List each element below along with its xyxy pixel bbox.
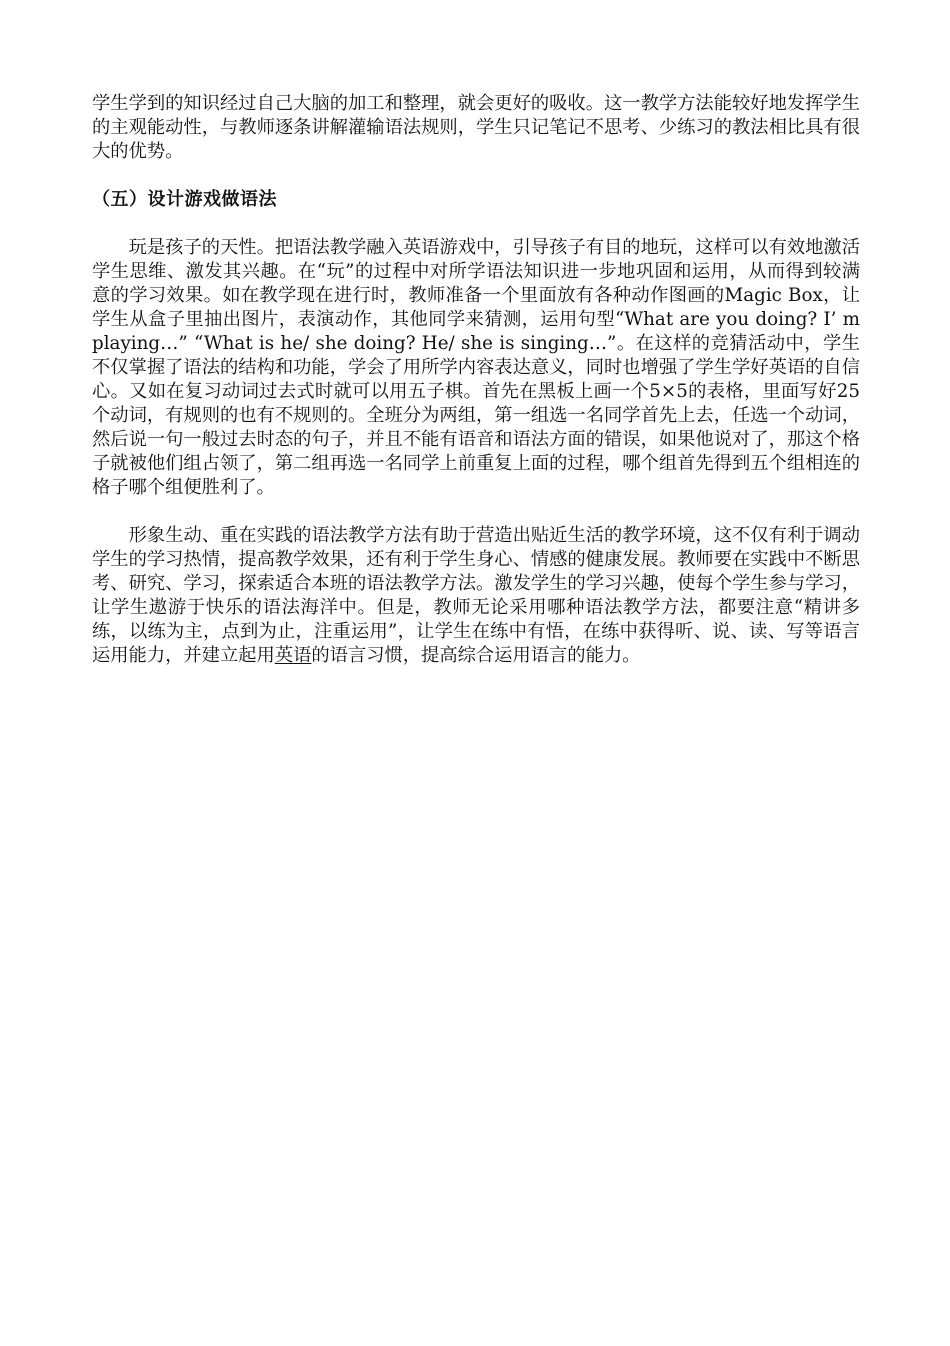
conclusion-text-before-link: 形象生动、重在实践的语法教学方法有助于营造出贴近生活的教学环境，这不仅有利于调动学生的学习热情，提高教学效果，还有利于学生身心、情感的健康发展。教师要在实践中不断思考、研究、学习，探索适合本班的语法教学方法。激发学生的学习兴趣，使每个学生参与学习，让学生遨游于快乐的语法海洋中。但是，教师无论采用哪种语法教学方法，都要注意“精讲多练，以练为主，点到为止，注重运用”，让学生在练中有悟，在练中获得听、说、读、写等语言运用能力，并建立起用: [92, 525, 860, 666]
spacer: [92, 212, 860, 236]
document-page: [92, 92, 860, 668]
english-link[interactable]: 英语: [274, 645, 312, 666]
spacer: [92, 164, 860, 188]
game-paragraph: 玩是孩子的天性。把语法教学融入英语游戏中，引导孩子有目的地玩，这样可以有效地激活学生思维、激发其兴趣。在“玩”的过程中对所学语法知识进一步地巩固和运用，从而得到较满意的学习效果。如在教学现在进行时，教师准备一个里面放有各种动作图画的Magic Box，让学生从盒子里抽出图片，表演动作，其他同学来猜测，运用句型“What are you doing? I’ m playing…” “What is he/ she doing? He/ she is singing…”。在这样的竞猜活动中，学生不仅掌握了语法的结构和功能，学会了用所学内容表达意义，同时也增强了学生学好英语的自信心。又如在复习动词过去式时就可以用五子棋。首先在黑板上画一个5×5的表格，里面写好25个动词，有规则的也有不规则的。全班分为两组，第一组选一名同学首先上去，任选一个动词，然后说一句一般过去时态的句子，并且不能有语音和语法方面的错误，如果他说对了，那这个格子就被他们组占领了，第二组再选一名同学上前重复上面的过程，哪个组首先得到五个组相连的格子哪个组便胜利了。: [92, 237, 860, 498]
spacer: [92, 500, 860, 524]
conclusion-text-after-link: 的语言习惯，提高综合运用语言的能力。: [311, 645, 641, 666]
intro-paragraph: 学生学到的知识经过自己大脑的加工和整理，就会更好的吸收。这一教学方法能较好地发挥学生的主观能动性，与教师逐条讲解灌输语法规则，学生只记笔记不思考、少练习的教法相比具有很大的优势。: [92, 93, 860, 162]
conclusion-paragraph: [92, 524, 860, 668]
section-heading: （五）设计游戏做语法: [92, 189, 277, 210]
